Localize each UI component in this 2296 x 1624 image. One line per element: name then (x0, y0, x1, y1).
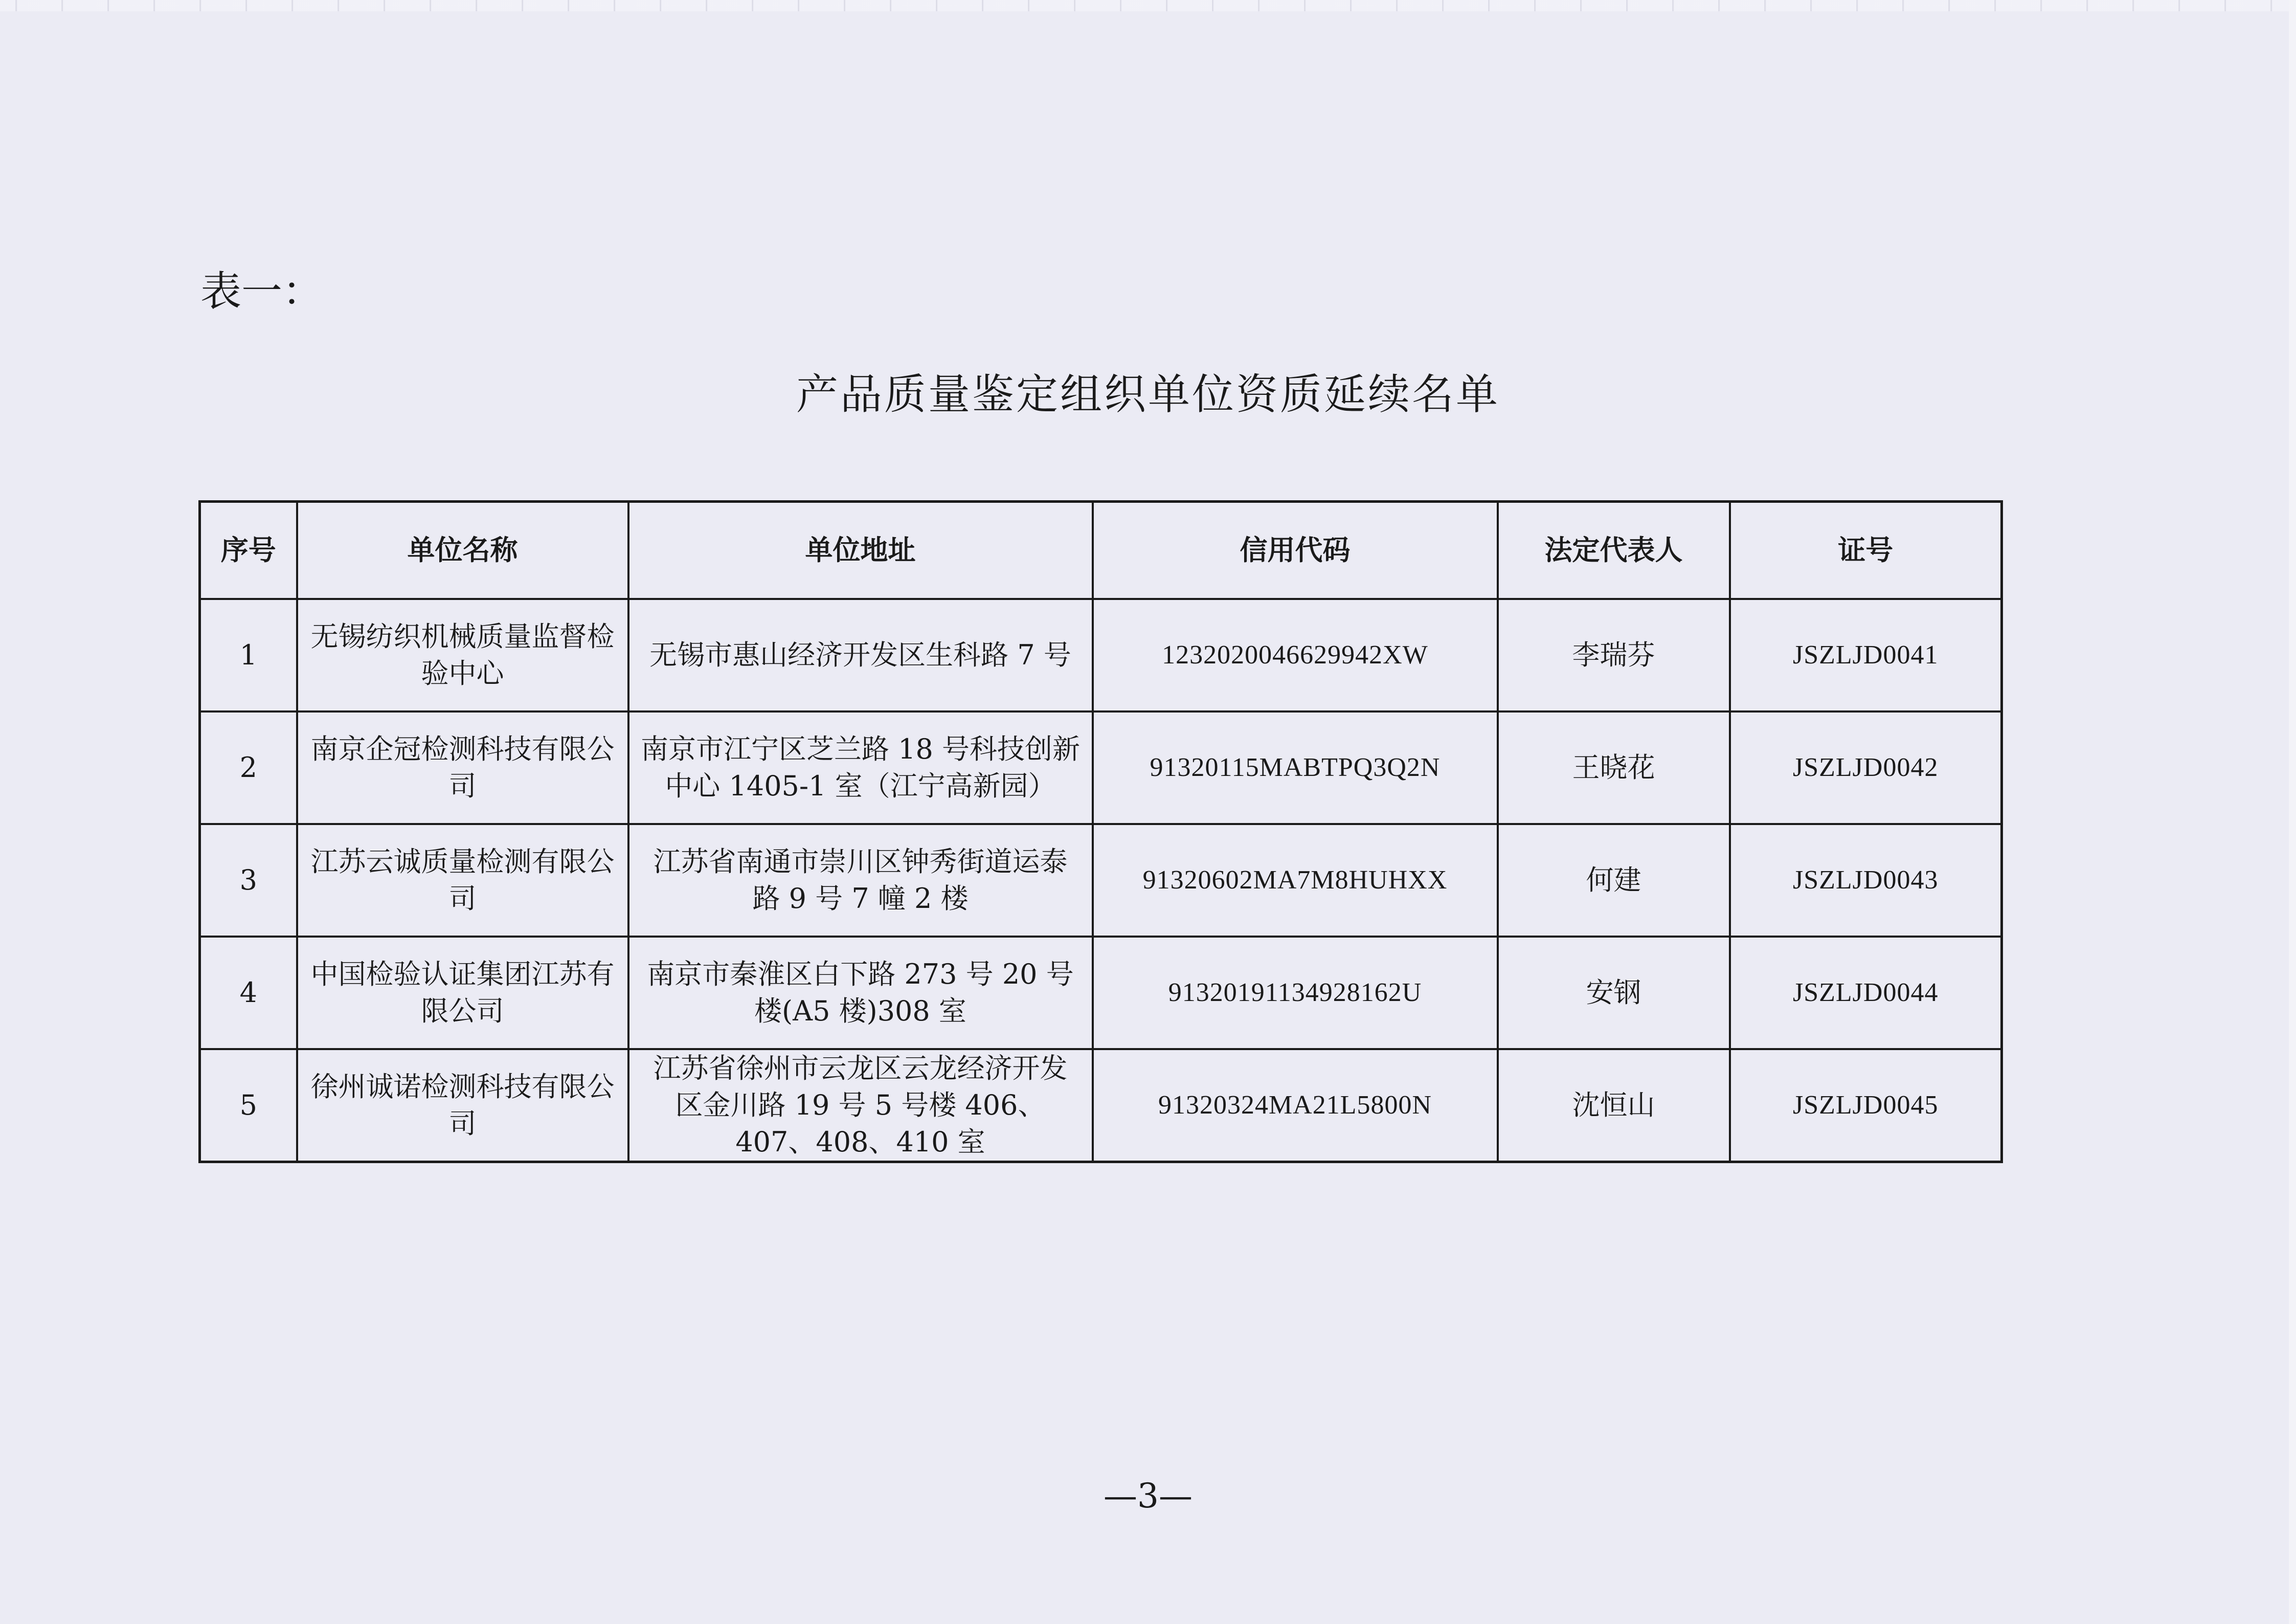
table-row (200, 937, 2002, 1049)
cell-credit-code: 91320115MABTPQ3Q2N (1093, 711, 1498, 824)
column-header-number: 序号 (200, 502, 297, 599)
cell-cert-no: JSZLJD0041 (1730, 599, 2002, 711)
cell-name: 中国检验认证集团江苏有限公司 (297, 937, 628, 1049)
scan-top-edge (0, 0, 2296, 11)
cell-name: 南京企冠检测科技有限公司 (297, 711, 628, 824)
table-row (200, 599, 2002, 711)
column-header-cert-no: 证号 (1730, 502, 2002, 599)
cell-credit-code: 91320324MA21L5800N (1093, 1049, 1498, 1162)
cell-number: 3 (200, 824, 297, 937)
table-row (200, 711, 2002, 824)
cell-number: 5 (200, 1049, 297, 1162)
scan-right-edge (2289, 0, 2296, 1624)
cell-credit-code: 91320602MA7M8HUHXX (1093, 824, 1498, 937)
document-title: 产品质量鉴定组织单位资质延续名单 (796, 370, 1500, 419)
cell-address: 南京市秦淮区白下路 273 号 20 号楼(A5 楼)308 室 (628, 937, 1093, 1049)
cell-number: 4 (200, 937, 297, 1049)
cell-address: 无锡市惠山经济开发区生科路 7 号 (628, 599, 1093, 711)
qualification-table (198, 500, 2003, 1163)
column-header-address: 单位地址 (628, 502, 1093, 599)
table-header-row (200, 502, 2002, 599)
cell-cert-no: JSZLJD0045 (1730, 1049, 2002, 1162)
column-header-name: 单位名称 (297, 502, 628, 599)
cell-name: 徐州诚诺检测科技有限公司 (297, 1049, 628, 1162)
cell-name: 无锡纺织机械质量监督检验中心 (297, 599, 628, 711)
table-label: 表一： (200, 268, 323, 315)
cell-legal-rep: 王晓花 (1498, 711, 1730, 824)
cell-credit-code: 1232020046629942XW (1093, 599, 1498, 711)
cell-name: 江苏云诚质量检测有限公司 (297, 824, 628, 937)
cell-credit-code: 91320191134928162U (1093, 937, 1498, 1049)
cell-legal-rep: 李瑞芬 (1498, 599, 1730, 711)
cell-address: 江苏省徐州市云龙区云龙经济开发区金川路 19 号 5 号楼 406、407、408、410 室 (628, 1049, 1093, 1162)
cell-cert-no: JSZLJD0042 (1730, 711, 2002, 824)
cell-legal-rep: 沈恒山 (1498, 1049, 1730, 1162)
table-row (200, 824, 2002, 937)
cell-number: 2 (200, 711, 297, 824)
cell-address: 江苏省南通市崇川区钟秀街道运泰路 9 号 7 幢 2 楼 (628, 824, 1093, 937)
cell-cert-no: JSZLJD0044 (1730, 937, 2002, 1049)
page-number: —3— (1104, 1476, 1192, 1516)
cell-cert-no: JSZLJD0043 (1730, 824, 2002, 937)
column-header-credit-code: 信用代码 (1093, 502, 1498, 599)
cell-legal-rep: 安钢 (1498, 937, 1730, 1049)
cell-address: 南京市江宁区芝兰路 18 号科技创新中心 1405-1 室（江宁高新园） (628, 711, 1093, 824)
table-row (200, 1049, 2002, 1162)
column-header-legal-rep: 法定代表人 (1498, 502, 1730, 599)
cell-number: 1 (200, 599, 297, 711)
cell-legal-rep: 何建 (1498, 824, 1730, 937)
